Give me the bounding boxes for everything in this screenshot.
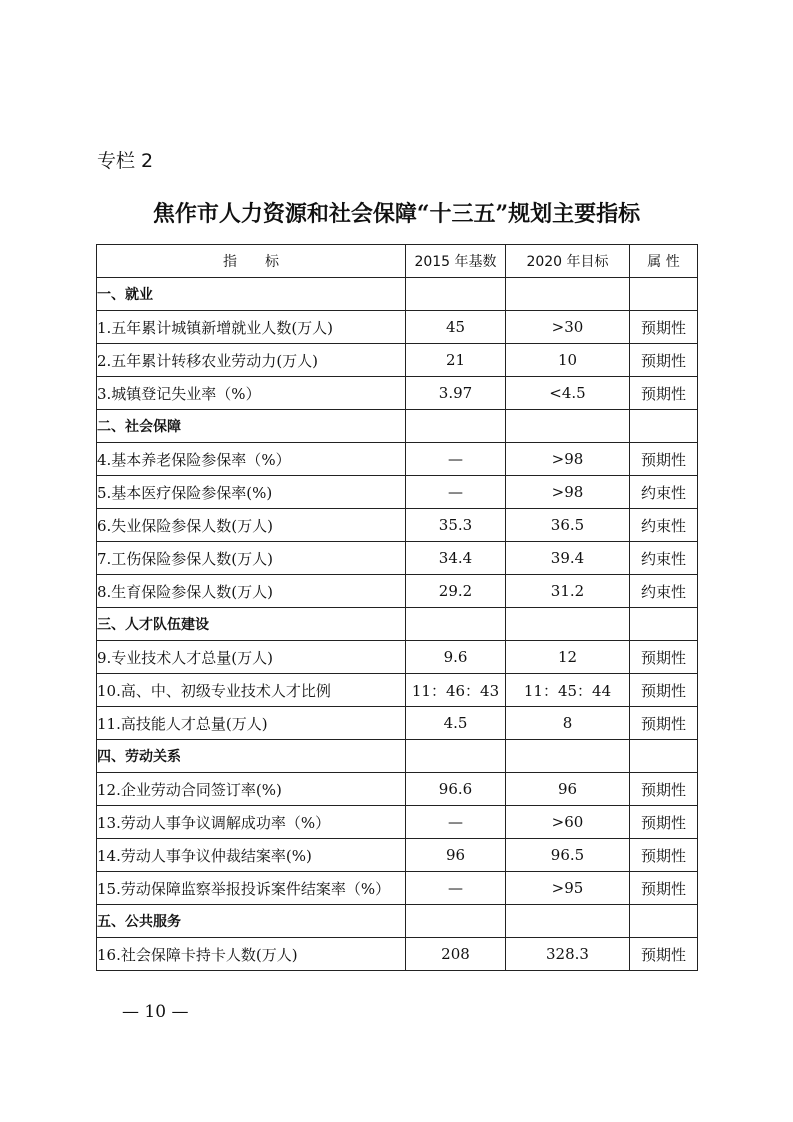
table-row [97, 476, 698, 509]
header-attribute: 属 性 [630, 245, 698, 278]
table-row [97, 674, 698, 707]
attribute-cell [630, 905, 698, 938]
attribute-cell: 约束性 [630, 476, 698, 509]
base-value-cell: 96.6 [406, 773, 506, 806]
base-value-cell: 11：46：43 [406, 674, 506, 707]
base-value-cell: 21 [406, 344, 506, 377]
header-base-2015: 2015 年基数 [406, 245, 506, 278]
section-row [97, 740, 698, 773]
page-number: — 10 — [122, 1002, 189, 1022]
table-row [97, 806, 698, 839]
section-row [97, 608, 698, 641]
target-value-cell: 328.3 [506, 938, 630, 971]
base-value-cell: 96 [406, 839, 506, 872]
indicator-cell: 四、劳动关系 [97, 740, 406, 773]
indicator-cell: 4.基本养老保险参保率（%） [97, 443, 406, 476]
indicator-cell: 3.城镇登记失业率（%） [97, 377, 406, 410]
attribute-cell: 预期性 [630, 707, 698, 740]
base-value-cell: 34.4 [406, 542, 506, 575]
table-row [97, 542, 698, 575]
section-row [97, 410, 698, 443]
indicator-cell: 16.社会保障卡持卡人数(万人) [97, 938, 406, 971]
target-value-cell [506, 608, 630, 641]
attribute-cell: 预期性 [630, 311, 698, 344]
attribute-cell: 预期性 [630, 806, 698, 839]
table-header-row [97, 245, 698, 278]
base-value-cell: 29.2 [406, 575, 506, 608]
target-value-cell [506, 410, 630, 443]
section-row [97, 905, 698, 938]
attribute-cell: 预期性 [630, 443, 698, 476]
indicators-table [96, 244, 698, 971]
table-row [97, 773, 698, 806]
target-value-cell: 39.4 [506, 542, 630, 575]
attribute-cell: 预期性 [630, 938, 698, 971]
base-value-cell: 35.3 [406, 509, 506, 542]
table-row [97, 707, 698, 740]
table-row [97, 443, 698, 476]
base-value-cell: 208 [406, 938, 506, 971]
target-value-cell: <4.5 [506, 377, 630, 410]
indicator-cell: 5.基本医疗保险参保率(%) [97, 476, 406, 509]
header-target-2020: 2020 年目标 [506, 245, 630, 278]
table-row [97, 509, 698, 542]
base-value-cell [406, 740, 506, 773]
base-value-cell: — [406, 443, 506, 476]
indicator-cell: 五、公共服务 [97, 905, 406, 938]
attribute-cell [630, 740, 698, 773]
indicator-cell: 13.劳动人事争议调解成功率（%） [97, 806, 406, 839]
base-value-cell [406, 608, 506, 641]
indicator-cell: 15.劳动保障监察举报投诉案件结案率（%） [97, 872, 406, 905]
header-indicator: 指 标 [97, 245, 406, 278]
attribute-cell: 预期性 [630, 674, 698, 707]
attribute-cell: 预期性 [630, 641, 698, 674]
table-row [97, 641, 698, 674]
attribute-cell [630, 608, 698, 641]
base-value-cell [406, 278, 506, 311]
target-value-cell: 96.5 [506, 839, 630, 872]
base-value-cell: 9.6 [406, 641, 506, 674]
indicator-cell: 7.工伤保险参保人数(万人) [97, 542, 406, 575]
target-value-cell: 96 [506, 773, 630, 806]
indicator-cell: 8.生育保险参保人数(万人) [97, 575, 406, 608]
indicator-cell: 二、社会保障 [97, 410, 406, 443]
table-row [97, 839, 698, 872]
target-value-cell [506, 278, 630, 311]
target-value-cell: 36.5 [506, 509, 630, 542]
indicator-cell: 6.失业保险参保人数(万人) [97, 509, 406, 542]
indicator-cell: 12.企业劳动合同签订率(%) [97, 773, 406, 806]
table-body [97, 278, 698, 971]
base-value-cell: — [406, 872, 506, 905]
indicator-cell: 2.五年累计转移农业劳动力(万人) [97, 344, 406, 377]
attribute-cell: 预期性 [630, 377, 698, 410]
section-row [97, 278, 698, 311]
attribute-cell: 预期性 [630, 839, 698, 872]
base-value-cell: — [406, 476, 506, 509]
target-value-cell: >98 [506, 476, 630, 509]
target-value-cell: 10 [506, 344, 630, 377]
table-row [97, 311, 698, 344]
target-value-cell: >30 [506, 311, 630, 344]
base-value-cell: 3.97 [406, 377, 506, 410]
attribute-cell: 约束性 [630, 575, 698, 608]
table-row [97, 872, 698, 905]
target-value-cell: 12 [506, 641, 630, 674]
attribute-cell: 预期性 [630, 872, 698, 905]
column-label: 专栏 2 [97, 150, 154, 172]
indicator-cell: 一、就业 [97, 278, 406, 311]
target-value-cell: >95 [506, 872, 630, 905]
document-title: 焦作市人力资源和社会保障“十三五”规划主要指标 [152, 201, 641, 227]
base-value-cell: — [406, 806, 506, 839]
indicator-cell: 14.劳动人事争议仲裁结案率(%) [97, 839, 406, 872]
base-value-cell: 4.5 [406, 707, 506, 740]
table-row [97, 938, 698, 971]
base-value-cell: 45 [406, 311, 506, 344]
target-value-cell: 8 [506, 707, 630, 740]
target-value-cell: 11：45：44 [506, 674, 630, 707]
target-value-cell [506, 740, 630, 773]
indicator-cell: 11.高技能人才总量(万人) [97, 707, 406, 740]
target-value-cell: 31.2 [506, 575, 630, 608]
attribute-cell [630, 278, 698, 311]
target-value-cell: >98 [506, 443, 630, 476]
attribute-cell: 预期性 [630, 773, 698, 806]
table-row [97, 575, 698, 608]
indicator-cell: 三、人才队伍建设 [97, 608, 406, 641]
base-value-cell [406, 410, 506, 443]
attribute-cell: 约束性 [630, 509, 698, 542]
indicator-cell: 10.高、中、初级专业技术人才比例 [97, 674, 406, 707]
indicator-cell: 9.专业技术人才总量(万人) [97, 641, 406, 674]
table-row [97, 377, 698, 410]
attribute-cell [630, 410, 698, 443]
attribute-cell: 约束性 [630, 542, 698, 575]
target-value-cell [506, 905, 630, 938]
attribute-cell: 预期性 [630, 344, 698, 377]
base-value-cell [406, 905, 506, 938]
target-value-cell: >60 [506, 806, 630, 839]
table-row [97, 344, 698, 377]
indicator-cell: 1.五年累计城镇新增就业人数(万人) [97, 311, 406, 344]
